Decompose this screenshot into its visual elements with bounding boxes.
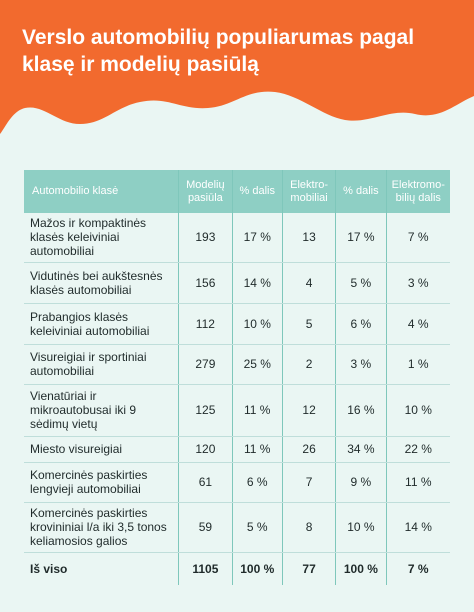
row-electric-portion: 4 % xyxy=(386,303,450,344)
header-electric-share: % dalis xyxy=(336,170,386,213)
row-electric-share: 5 % xyxy=(336,262,386,303)
row-electric-portion: 3 % xyxy=(386,262,450,303)
table-total-row xyxy=(24,552,450,585)
row-electric-share: 17 % xyxy=(336,213,386,262)
row-share: 25 % xyxy=(232,344,282,384)
row-class: Vienatūriai ir mikroautobusai iki 9 sėdimų vietų xyxy=(24,384,179,436)
title-banner xyxy=(0,0,474,150)
page-title: Verslo automobilių populiarumas pagal klasę ir modelių pasiūlą xyxy=(22,26,415,76)
row-electric-portion: 14 % xyxy=(386,502,450,552)
row-electric-share: 3 % xyxy=(336,344,386,384)
header-share: % dalis xyxy=(232,170,282,213)
total-electric-share: 100 % xyxy=(336,552,386,585)
row-electric-share: 9 % xyxy=(336,462,386,502)
row-share: 10 % xyxy=(232,303,282,344)
total-label: Iš viso xyxy=(24,552,179,585)
row-electric: 8 xyxy=(282,502,335,552)
row-electric-share: 10 % xyxy=(336,502,386,552)
table-row xyxy=(24,262,450,303)
table-row xyxy=(24,462,450,502)
row-electric-share: 16 % xyxy=(336,384,386,436)
table-row xyxy=(24,502,450,552)
row-class: Miesto visureigiai xyxy=(24,436,179,462)
row-class: Komercinės paskirties krovininiai l/a iki 3,5 tonos keliamosios galios xyxy=(24,502,179,552)
row-electric-portion: 7 % xyxy=(386,213,450,262)
row-models: 112 xyxy=(179,303,232,344)
row-models: 59 xyxy=(179,502,232,552)
row-electric: 7 xyxy=(282,462,335,502)
row-electric-share: 34 % xyxy=(336,436,386,462)
row-electric-portion: 10 % xyxy=(386,384,450,436)
table-row xyxy=(24,303,450,344)
table-row xyxy=(24,436,450,462)
row-share: 11 % xyxy=(232,436,282,462)
row-electric-portion: 22 % xyxy=(386,436,450,462)
row-electric: 2 xyxy=(282,344,335,384)
row-electric: 4 xyxy=(282,262,335,303)
total-models: 1105 xyxy=(179,552,232,585)
total-electric-portion: 7 % xyxy=(386,552,450,585)
row-share: 17 % xyxy=(232,213,282,262)
row-electric: 26 xyxy=(282,436,335,462)
row-models: 156 xyxy=(179,262,232,303)
table-row xyxy=(24,344,450,384)
row-electric-portion: 1 % xyxy=(386,344,450,384)
row-class: Vidutinės bei aukštesnės klasės automobiliai xyxy=(24,262,179,303)
row-class: Komercinės paskirties lengvieji automobiliai xyxy=(24,462,179,502)
row-share: 14 % xyxy=(232,262,282,303)
table-row xyxy=(24,213,450,262)
table-row xyxy=(24,384,450,436)
row-share: 5 % xyxy=(232,502,282,552)
row-electric-portion: 11 % xyxy=(386,462,450,502)
row-models: 125 xyxy=(179,384,232,436)
total-electric: 77 xyxy=(282,552,335,585)
row-electric-share: 6 % xyxy=(336,303,386,344)
total-share: 100 % xyxy=(232,552,282,585)
row-class: Visureigiai ir sportiniai automobiliai xyxy=(24,344,179,384)
header-model-offer: Modelių pasiūla xyxy=(179,170,232,213)
car-class-table xyxy=(24,170,450,585)
header-electric: Elektro-mobiliai xyxy=(282,170,335,213)
row-models: 193 xyxy=(179,213,232,262)
row-electric: 5 xyxy=(282,303,335,344)
row-share: 6 % xyxy=(232,462,282,502)
row-electric: 12 xyxy=(282,384,335,436)
row-share: 11 % xyxy=(232,384,282,436)
header-electric-portion: Elektromo-bilių dalis xyxy=(386,170,450,213)
header-car-class: Automobilio klasė xyxy=(24,170,179,213)
row-models: 120 xyxy=(179,436,232,462)
row-class: Mažos ir kompaktinės klasės keleiviniai automobiliai xyxy=(24,213,179,262)
row-models: 61 xyxy=(179,462,232,502)
table-header-row xyxy=(24,170,450,213)
row-class: Prabangios klasės keleiviniai automobiliai xyxy=(24,303,179,344)
row-electric: 13 xyxy=(282,213,335,262)
row-models: 279 xyxy=(179,344,232,384)
